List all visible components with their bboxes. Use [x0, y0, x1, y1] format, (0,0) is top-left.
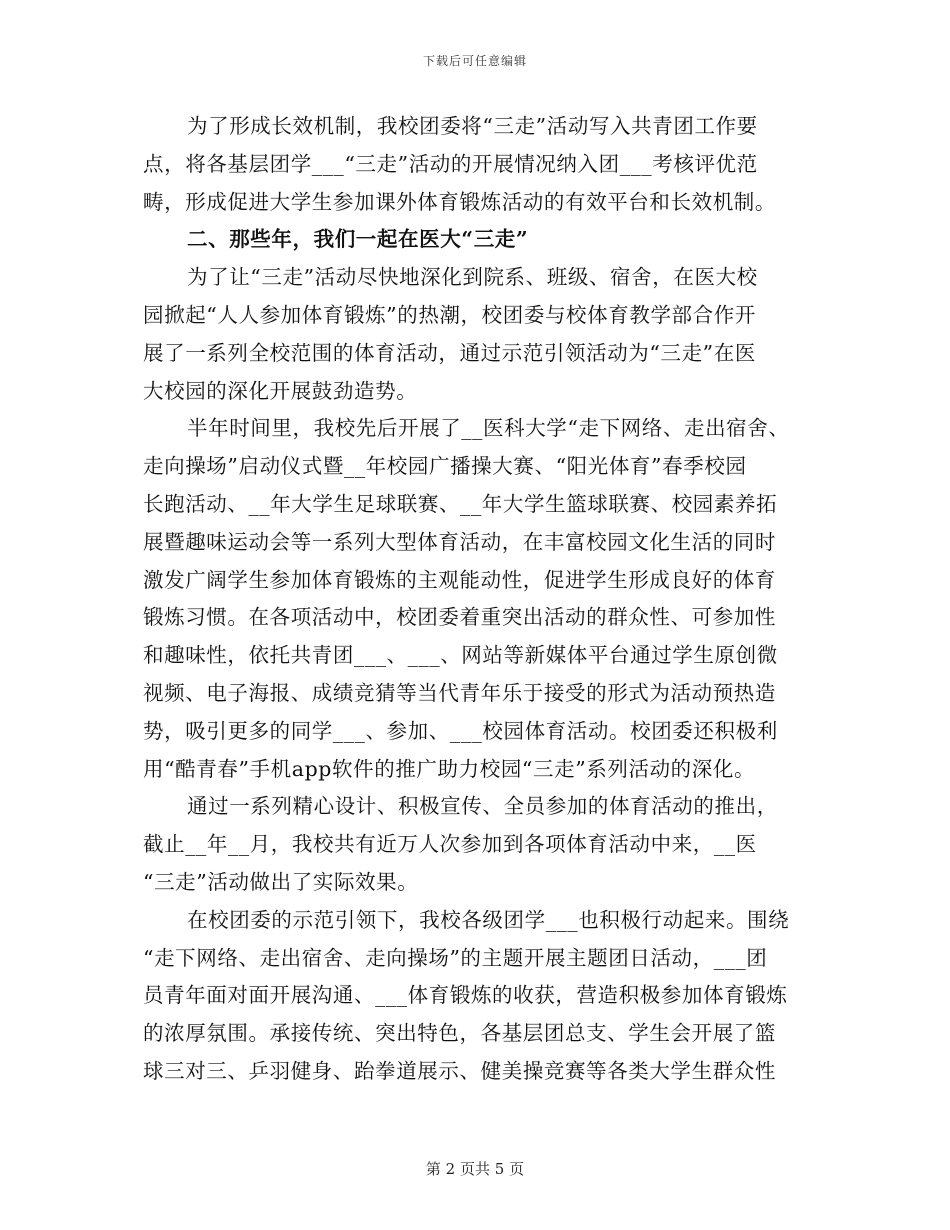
paragraph-line: 展了一系列全校范围的体育活动，通过示范引领活动为“三走”在医	[143, 340, 756, 365]
paragraph-line: 的浓厚氛围。承接传统、突出特色，各基层团总支、学生会开展了篮	[143, 1021, 776, 1046]
paragraph-line: 锻炼习惯。在各项活动中，校团委着重突出活动的群众性、可参加性	[143, 605, 776, 630]
paragraph-line: 和趣味性，依托共青团___、___、网站等新媒体平台通过学生原创微	[143, 643, 778, 668]
document-body	[143, 108, 808, 1091]
paragraph-line: 走向操场”启动仪式暨__年校园广播操大赛、“阳光体育”春季校园	[143, 454, 747, 479]
paragraph-line: 为了形成长效机制，我校团委将“三走”活动写入共青团工作要	[187, 114, 758, 138]
paragraph-line: 势，吸引更多的同学___、参加、___校园体育活动。校团委还积极利	[143, 718, 778, 743]
paragraph-line: 为了让“三走”活动尽快地深化到院系、班级、宿舍，在医大校	[187, 265, 758, 290]
page-header: 下载后可任意编辑	[422, 54, 527, 68]
paragraph-line: 园掀起“人人参加体育锻炼”的热潮，校团委与校体育教学部合作开	[143, 302, 756, 327]
paragraph-line: 畴，形成促进大学生参加课外体育锻炼活动的有效平台和长效机制。	[143, 189, 776, 214]
paragraph-line: “三走”活动做出了实际效果。	[143, 869, 419, 894]
paragraph-line: 视频、电子海报、成绩竞猜等当代青年乐于接受的形式为活动预热造	[143, 680, 776, 705]
paragraph-line: 展暨趣味运动会等一系列大型体育活动，在丰富校园文化生活的同时	[143, 529, 776, 554]
paragraph-line: 在校团委的示范引领下，我校各级团学___也积极行动起来。围绕	[187, 907, 790, 932]
section-heading: 二、那些年，我们一起在医大“三走”	[187, 227, 529, 252]
paragraph-line: 截止__年__月，我校共有近万人次参加到各项体育活动中来，__医	[143, 832, 757, 857]
page-footer: 第 2 页共 5 页	[425, 1160, 525, 1178]
paragraph-line: 通过一系列精心设计、积极宣传、全员参加的体育活动的推出，	[187, 794, 778, 819]
paragraph-line: 员青年面对面开展沟通、___体育锻炼的收获，营造积极参加体育锻炼	[143, 983, 788, 1008]
paragraph-line: “走下网络、走出宿舍、走向操场”的主题开展主题团日活动，___团	[143, 945, 768, 970]
paragraph-line: 用“酷青春”手机app软件的推广助力校园“三走”系列活动的深化。	[143, 756, 756, 781]
paragraph-line: 半年时间里，我校先后开展了__医科大学“走下网络、走出宿舍、	[187, 416, 790, 441]
paragraph-line: 球三对三、乒羽健身、跆拳道展示、健美操竞赛等各类大学生群众性	[143, 1058, 776, 1083]
paragraph-line: 点，将各基层团学___“三走”活动的开展情况纳入团___考核评优范	[143, 151, 758, 176]
paragraph-line: 长跑活动、__年大学生足球联赛、__年大学生篮球联赛、校园素养拓	[143, 491, 778, 516]
paragraph-line: 大校园的深化开展鼓劲造势。	[143, 378, 418, 403]
paragraph-line: 激发广阔学生参加体育锻炼的主观能动性，促进学生形成良好的体育	[143, 567, 776, 592]
